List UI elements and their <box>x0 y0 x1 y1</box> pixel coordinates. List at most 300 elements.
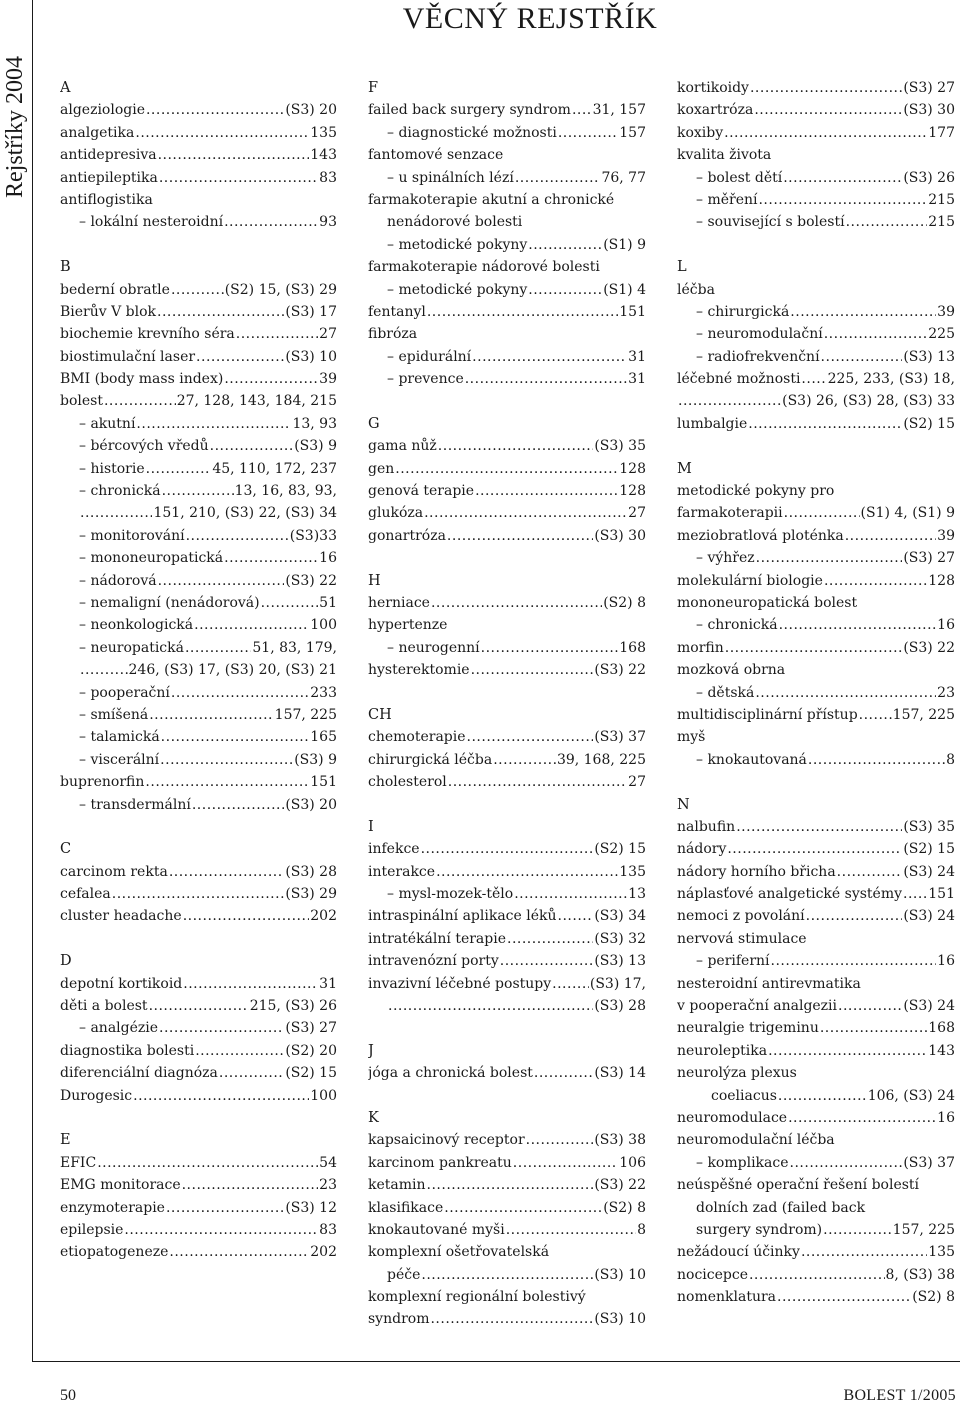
page-references: (S3) 27 <box>903 550 955 567</box>
page-references: (S3)33 <box>289 527 337 544</box>
page-references: (S1) 9 <box>603 236 646 253</box>
page-references: 168 <box>619 639 646 656</box>
index-entry <box>677 838 955 860</box>
index-term: infekce <box>368 841 420 858</box>
index-term: – bolest dětí <box>696 169 783 186</box>
index-subentry <box>677 682 955 704</box>
page-references: (S3) 13 <box>903 348 955 365</box>
dot-leader <box>754 99 902 121</box>
index-term: cholesterol <box>368 774 447 791</box>
section-letter <box>368 704 646 726</box>
page-references: 215, (S3) 26 <box>249 998 337 1015</box>
index-entry <box>677 1107 955 1129</box>
index-term: – diagnostické možnosti <box>387 124 557 141</box>
index-subentry <box>677 547 955 569</box>
page-number: 50 <box>60 1387 76 1404</box>
page-references: 202 <box>310 1244 337 1261</box>
dot-leader <box>431 592 602 614</box>
index-subentry <box>60 502 337 524</box>
dot-leader <box>758 189 927 211</box>
index-term: intraspinální aplikace léků <box>368 908 557 925</box>
index-subentry <box>60 211 337 233</box>
index-term: surgery syndrom) <box>696 1221 823 1238</box>
index-term: – metodické pokyny <box>387 236 528 253</box>
index-entry <box>60 122 337 144</box>
spacer <box>368 1085 646 1107</box>
index-term: v pooperační analgezii <box>677 998 838 1015</box>
dot-leader <box>224 368 318 390</box>
index-term: meziobratlová ploténka <box>677 527 844 544</box>
dot-leader <box>820 1017 927 1039</box>
page-references: 54 <box>319 1154 337 1171</box>
dot-leader <box>427 301 618 323</box>
index-term: léčba <box>677 281 715 298</box>
index-term: gama nůž <box>368 438 437 455</box>
index-entry <box>677 905 955 927</box>
side-title <box>2 0 32 200</box>
index-subentry <box>677 189 955 211</box>
dot-leader <box>824 570 927 592</box>
page-references: 100 <box>310 1087 337 1104</box>
index-entry <box>368 1286 646 1308</box>
dot-leader <box>727 838 902 860</box>
index-entry <box>368 435 646 457</box>
index-column-1 <box>60 77 337 1264</box>
index-entry <box>60 390 337 412</box>
page-references: (S3) 22 <box>594 1177 646 1194</box>
dot-leader <box>186 525 289 547</box>
index-subentry <box>368 883 646 905</box>
index-term: biostimulační laser <box>60 348 196 365</box>
dot-leader <box>513 1152 618 1174</box>
index-term: neuromodulace <box>677 1109 788 1126</box>
dot-leader <box>421 838 594 860</box>
index-entry <box>677 973 955 995</box>
dot-leader <box>158 570 285 592</box>
dot-leader <box>146 99 284 121</box>
index-entry <box>368 525 646 547</box>
dot-leader <box>823 1219 892 1241</box>
dot-leader <box>784 502 860 524</box>
index-entry <box>677 122 955 144</box>
index-term: diagnostika bolesti <box>60 1042 195 1059</box>
dot-leader <box>788 1107 936 1129</box>
index-subentry <box>677 323 955 345</box>
index-term: kapsaicinový receptor <box>368 1132 525 1149</box>
index-subentry <box>60 726 337 748</box>
index-term: neúspěšné operační řešení bolestí <box>677 1177 920 1194</box>
page-references: 39 <box>937 527 955 544</box>
index-term: Durogesic <box>60 1087 133 1104</box>
dot-leader <box>183 973 318 995</box>
index-term: nalbufin <box>677 818 736 835</box>
page-references: (S3) 24 <box>903 998 955 1015</box>
page-references: 8, (S3) 38 <box>885 1266 955 1283</box>
dot-leader <box>465 368 627 390</box>
index-entry <box>677 144 955 166</box>
index-entry <box>368 301 646 323</box>
dot-leader <box>750 77 902 99</box>
page-references: 157 <box>619 124 646 141</box>
spacer <box>368 390 646 412</box>
page-references: 168 <box>928 1020 955 1037</box>
section-letter-text: A <box>60 80 71 96</box>
page-references: 27, 128, 143, 184, 215 <box>176 393 337 410</box>
spacer <box>60 816 337 838</box>
dot-leader <box>427 1174 594 1196</box>
index-entry <box>60 883 337 905</box>
index-subentry <box>60 1017 337 1039</box>
section-letter <box>677 256 955 278</box>
index-entry <box>368 323 646 345</box>
page-references: 151, 210, (S3) 22, (S3) 34 <box>153 505 337 522</box>
index-entry <box>677 1241 955 1263</box>
dot-leader <box>169 861 285 883</box>
section-letter <box>368 413 646 435</box>
index-column-3 <box>677 77 955 1308</box>
dot-leader <box>424 502 627 524</box>
index-entry <box>60 189 337 211</box>
dot-leader <box>514 883 627 905</box>
index-entry <box>60 861 337 883</box>
page-references: (S3) 17, <box>589 975 646 992</box>
page-references: (S3) 20 <box>285 102 337 119</box>
index-term: – komplikace <box>696 1154 789 1171</box>
page-references: (S2) 8 <box>912 1289 955 1306</box>
index-term: interakce <box>368 863 436 880</box>
page-references: (S3) 38 <box>594 1132 646 1149</box>
page-references: 23 <box>937 684 955 701</box>
index-entry <box>60 99 337 121</box>
section-letter-text: M <box>677 460 692 477</box>
dot-leader <box>444 1197 602 1219</box>
page-references: 76, 77 <box>601 169 646 186</box>
index-term: gonartróza <box>368 527 446 544</box>
index-entry <box>368 928 646 950</box>
index-term: fibróza <box>368 326 418 343</box>
index-entry <box>368 950 646 972</box>
index-entry <box>677 368 955 390</box>
index-entry <box>677 390 955 412</box>
index-subentry <box>677 1219 955 1241</box>
index-term: – mononeuropatická <box>79 550 224 567</box>
dot-leader <box>748 413 902 435</box>
dot-leader <box>135 122 309 144</box>
index-subentry <box>677 749 955 771</box>
index-term: karcinom pankreatu <box>368 1154 512 1171</box>
dot-leader <box>395 458 618 480</box>
index-term: – knokautovaná <box>696 751 807 768</box>
page-references: 128 <box>619 460 646 477</box>
dot-leader <box>500 950 594 972</box>
index-term: hysterektomie <box>368 662 470 679</box>
index-term: – související s bolestí <box>696 214 845 231</box>
page-references: 100 <box>310 617 337 634</box>
page-references: 135 <box>619 863 646 880</box>
index-entry <box>60 368 337 390</box>
index-entry <box>677 480 955 502</box>
section-letter <box>677 458 955 480</box>
dot-leader <box>801 1241 927 1263</box>
index-entry <box>60 346 337 368</box>
page-references: (S3) 20 <box>285 796 337 813</box>
index-term: – prevence <box>387 371 464 388</box>
dot-leader <box>846 211 928 233</box>
index-entry <box>368 1308 646 1330</box>
footer-rule <box>32 1361 960 1362</box>
index-term: kortikoidy <box>677 80 749 96</box>
dot-leader <box>471 659 594 681</box>
index-term: – lokální nesteroidní <box>79 214 224 231</box>
index-term: BMI (body mass index) <box>60 371 224 388</box>
index-entry <box>60 1197 337 1219</box>
page-references: 143 <box>310 147 337 164</box>
index-entry <box>60 144 337 166</box>
section-letter-text: D <box>60 953 72 970</box>
page-references: (S2) 20 <box>285 1042 337 1059</box>
page-references: (S3) 10 <box>594 1311 646 1328</box>
page-references: 13, 16, 83, 93, <box>234 483 337 500</box>
index-term: failed back surgery syndrom <box>368 102 571 119</box>
index-term: komplexní ošetřovatelská <box>368 1244 550 1261</box>
page-references: (S3) 35 <box>594 438 646 455</box>
dot-leader <box>749 1264 885 1286</box>
dot-leader <box>171 682 309 704</box>
dot-leader <box>196 346 284 368</box>
section-letter <box>368 1040 646 1062</box>
index-term: – smíšená <box>79 706 149 723</box>
index-entry <box>677 1062 955 1084</box>
page-references: (S3) 27 <box>903 80 955 96</box>
page-references: (S1) 4 <box>603 281 646 298</box>
dot-leader <box>558 122 618 144</box>
page-references: (S2) 15, (S3) 29 <box>224 281 337 298</box>
page-references: (S3) 17 <box>285 303 337 320</box>
page-references: 128 <box>928 572 955 589</box>
index-term: etiopatogeneze <box>60 1244 169 1261</box>
section-letter-text: B <box>60 259 71 276</box>
page-references: 106 <box>619 1154 646 1171</box>
index-entry <box>60 1241 337 1263</box>
index-entry <box>368 458 646 480</box>
page-references: 225 <box>928 326 955 343</box>
index-term: – analgézie <box>79 1020 159 1037</box>
dot-leader <box>448 771 627 793</box>
page-references: 135 <box>310 124 337 141</box>
section-letter <box>60 838 337 860</box>
page-references: 151 <box>310 774 337 791</box>
dot-leader <box>783 167 902 189</box>
page-references: (S3) 24 <box>903 908 955 925</box>
dot-leader <box>528 279 602 301</box>
index-entry <box>677 279 955 301</box>
index-term: – metodické pokyny <box>387 281 528 298</box>
index-entry <box>677 1174 955 1196</box>
page-references: (S2) 15 <box>903 841 955 858</box>
index-term: – u spinálních lézí <box>387 169 514 186</box>
page-references: (S3) 29 <box>285 886 337 903</box>
index-entry <box>60 1174 337 1196</box>
index-term: farmakoterapie akutní a chronické <box>368 191 615 208</box>
index-subentry <box>368 368 646 390</box>
page-references: 39 <box>319 371 337 388</box>
index-term: koxartróza <box>677 102 754 119</box>
index-entry <box>368 189 646 211</box>
page-references: (S3) 30 <box>903 102 955 119</box>
dot-leader <box>161 726 310 748</box>
index-subentry <box>368 122 646 144</box>
dot-leader <box>159 167 318 189</box>
dot-leader <box>845 525 936 547</box>
side-rule <box>32 0 33 1362</box>
index-entry <box>677 525 955 547</box>
dot-leader <box>725 637 903 659</box>
index-term: – akutní <box>79 415 136 432</box>
page-references: (S2) 8 <box>603 594 646 611</box>
index-subentry <box>60 614 337 636</box>
index-subentry <box>677 301 955 323</box>
index-entry <box>368 861 646 883</box>
index-term: algeziologie <box>60 102 145 119</box>
index-entry <box>60 323 337 345</box>
index-term: neurolýza plexus <box>677 1065 797 1082</box>
index-term: neuroleptika <box>677 1042 768 1059</box>
dot-leader <box>194 614 309 636</box>
index-entry <box>677 413 955 435</box>
page-references: 16 <box>937 617 955 634</box>
page-references: 45, 110, 172, 237 <box>212 460 337 477</box>
page-references: (S3) 37 <box>903 1154 955 1171</box>
dot-leader <box>219 1062 284 1084</box>
index-term: – monitorování <box>79 527 185 544</box>
index-term: analgetika <box>60 124 135 141</box>
page-references: (S3) 9 <box>294 751 337 768</box>
index-entry <box>368 1241 646 1263</box>
page-references: 83 <box>319 1221 337 1238</box>
index-term: nomenklatura <box>677 1289 777 1306</box>
page-references: 31 <box>319 975 337 992</box>
dot-leader <box>558 905 594 927</box>
index-term: koxiby <box>677 124 724 141</box>
dot-leader <box>526 1129 594 1151</box>
index-term: jóga a chronická bolest <box>368 1065 533 1082</box>
page-references: (S3) 26 <box>903 169 955 186</box>
section-letter-text: N <box>677 796 690 813</box>
index-subentry <box>368 279 646 301</box>
index-term: lumbalgie <box>677 415 748 432</box>
dot-leader <box>838 995 902 1017</box>
dot-leader <box>736 816 902 838</box>
page-references: 135 <box>928 1244 955 1261</box>
index-subentry <box>60 704 337 726</box>
index-entry <box>677 704 955 726</box>
index-term: – měření <box>696 191 758 208</box>
dot-leader <box>261 592 319 614</box>
page-references: (S2) 15 <box>285 1065 337 1082</box>
index-entry <box>60 905 337 927</box>
index-subentry <box>60 525 337 547</box>
index-term: buprenorfin <box>60 774 145 791</box>
page-references: (S3) 12 <box>285 1199 337 1216</box>
page-references: 13 <box>628 886 646 903</box>
page-references: (S3) 22 <box>285 572 337 589</box>
index-term: fantomové senzace <box>368 147 504 164</box>
index-term: neuralgie trigeminu <box>677 1020 819 1037</box>
page-references: 8 <box>946 751 955 768</box>
section-letter-text: I <box>368 818 374 835</box>
index-term: EFIC <box>60 1154 97 1171</box>
index-entry <box>677 659 955 681</box>
index-entry <box>677 995 955 1017</box>
index-term: morfin <box>677 639 724 656</box>
index-term: glukóza <box>368 505 424 522</box>
page-references: 16 <box>937 953 955 970</box>
page-references: 23 <box>319 1177 337 1194</box>
index-subentry <box>677 1197 955 1219</box>
dot-leader <box>493 749 556 771</box>
index-entry <box>677 726 955 748</box>
index-entry <box>677 1040 955 1062</box>
section-letter <box>60 950 337 972</box>
dot-leader <box>790 301 936 323</box>
dot-leader <box>801 368 826 390</box>
index-subentry <box>368 211 646 233</box>
page-references: (S3) 27 <box>285 1020 337 1037</box>
index-term: – viscerální <box>79 751 160 768</box>
section-letter <box>368 1107 646 1129</box>
spacer <box>677 435 955 457</box>
dot-leader <box>158 144 310 166</box>
dot-leader <box>552 973 589 995</box>
index-term: chemoterapie <box>368 729 466 746</box>
index-entry <box>368 99 646 121</box>
index-entry <box>368 838 646 860</box>
index-subentry <box>677 614 955 636</box>
index-entry <box>368 1174 646 1196</box>
dot-leader <box>771 950 937 972</box>
index-term: bolest <box>60 393 103 410</box>
page-references: 8 <box>637 1221 646 1238</box>
index-subentry <box>677 346 955 368</box>
index-entry <box>677 1264 955 1286</box>
index-term: – talamická <box>79 729 160 746</box>
index-subentry <box>677 211 955 233</box>
page-references: (S3) 14 <box>594 1065 646 1082</box>
index-term: invazivní léčebné postupy <box>368 975 552 992</box>
index-entry <box>677 928 955 950</box>
index-term: intratékální terapie <box>368 930 506 947</box>
index-entry <box>368 749 646 771</box>
index-term: – periferní <box>696 953 770 970</box>
index-entry <box>677 883 955 905</box>
index-term: nesteroidní antirevmatika <box>677 975 861 992</box>
index-term: – epidurální <box>387 348 472 365</box>
dot-leader <box>755 682 936 704</box>
index-term: – bércových vředů <box>79 438 209 455</box>
index-term: syndrom <box>368 1311 430 1328</box>
index-term: antiepileptika <box>60 169 158 186</box>
index-entry <box>677 99 955 121</box>
spacer <box>677 234 955 256</box>
section-letter-text: CH <box>368 706 392 723</box>
section-letter <box>60 77 337 99</box>
index-term: mozková obrna <box>677 662 786 679</box>
index-subentry <box>368 167 646 189</box>
index-entry <box>368 144 646 166</box>
page-references: 27 <box>628 505 646 522</box>
dot-leader <box>724 122 927 144</box>
index-entry <box>677 1017 955 1039</box>
